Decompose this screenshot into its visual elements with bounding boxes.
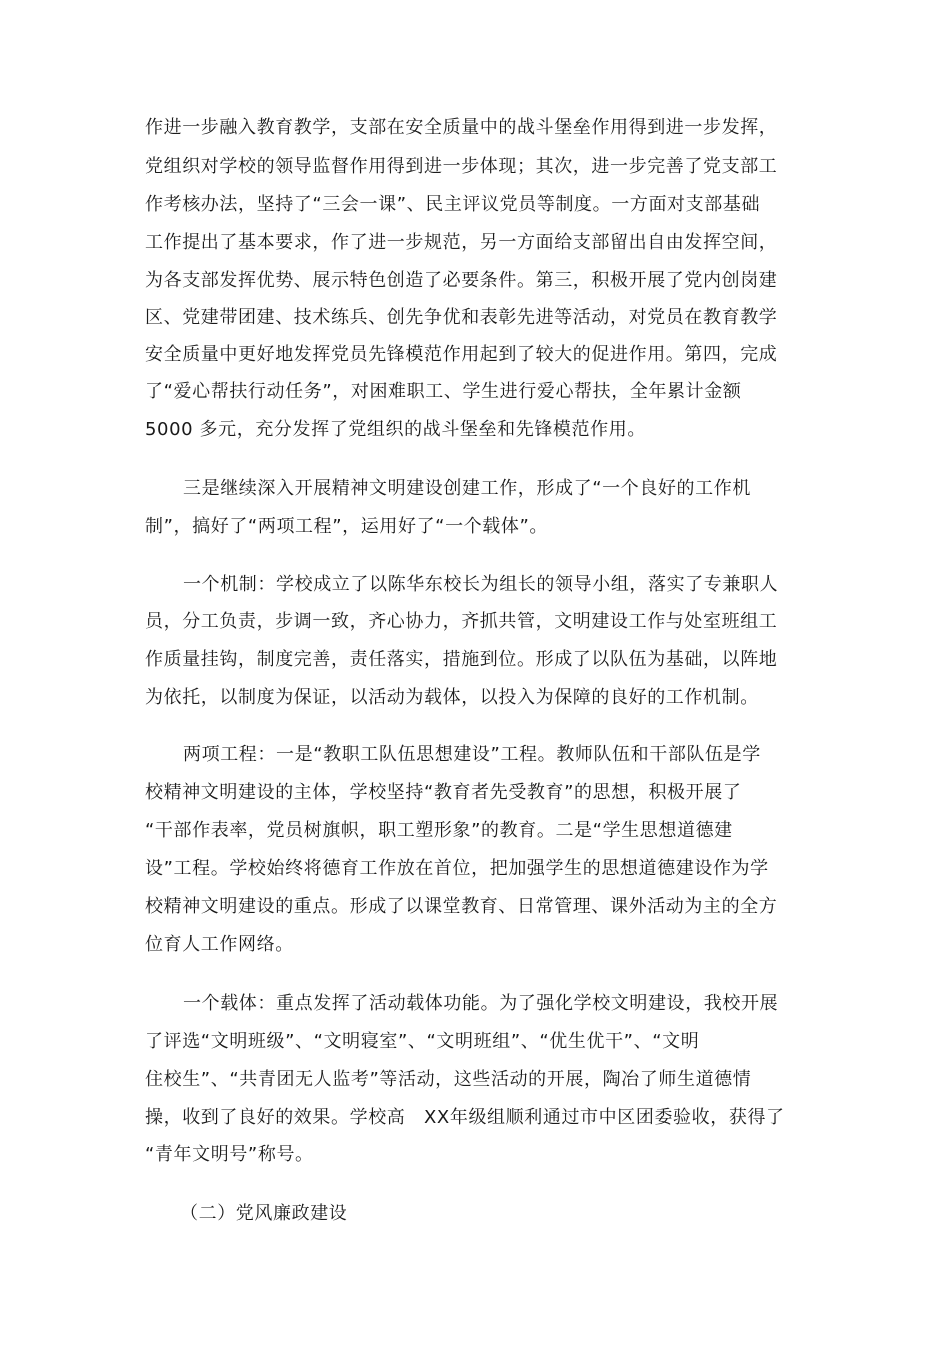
- text-line: 5000 多元，充分发挥了党组织的战斗堡垒和先锋模范作用。: [145, 419, 646, 440]
- text-line: 作进一步融入教育教学，支部在安全质量中的战斗堡垒作用得到进一步发挥，: [145, 117, 778, 138]
- text-line: 区、党建带团建、技术练兵、创先争优和表彰先进等活动，对党员在教育教学: [145, 307, 778, 328]
- paragraph-first-line: 三是继续深入开展精神文明建设创建工作，形成了“一个良好的工作机: [183, 478, 751, 499]
- paragraph-first-line: 两项工程：一是“教职工队伍思想建设”工程。教师队伍和干部队伍是学: [183, 744, 761, 765]
- text-line: 作质量挂钩，制度完善，责任落实，措施到位。形成了以队伍为基础，以阵地: [145, 649, 778, 670]
- text-line: 设”工程。学校始终将德育工作放在首位，把加强学生的思想道德建设作为学: [145, 858, 769, 879]
- text-line: 操，收到了良好的效果。学校高 XX年级组顺利通过市中区团委验收，获得了: [145, 1107, 785, 1128]
- text-line: “青年文明号”称号。: [145, 1144, 314, 1165]
- text-line: 为各支部发挥优势、展示特色创造了必要条件。第三，积极开展了党内创岗建: [145, 270, 778, 291]
- text-line: 员，分工负责，步调一致，齐心协力，齐抓共管，文明建设工作与处室班组工: [145, 611, 778, 632]
- text-line: 校精神文明建设的重点。形成了以课堂教育、日常管理、课外活动为主的全方: [145, 896, 778, 917]
- text-line: 了评选“文明班级”、“文明寝室”、“文明班组”、“优生优干”、“文明: [145, 1031, 700, 1052]
- paragraph-first-line: 一个载体：重点发挥了活动载体功能。为了强化学校文明建设，我校开展: [183, 993, 779, 1014]
- text-line: 了“爱心帮扶行动任务”，对困难职工、学生进行爱心帮扶，全年累计金额: [145, 381, 742, 402]
- text-line: 为依托，以制度为保证，以活动为载体，以投入为保障的良好的工作机制。: [145, 687, 759, 708]
- paragraph-first-line: 一个机制：学校成立了以陈华东校长为组长的领导小组，落实了专兼职人: [183, 574, 779, 595]
- text-line: 住校生”、“共青团无人监考”等活动，这些活动的开展，陶冶了师生道德情: [145, 1069, 752, 1090]
- text-line: 制”，搞好了“两项工程”，运用好了“一个载体”。: [145, 516, 549, 537]
- text-line: 工作提出了基本要求，作了进一步规范，另一方面给支部留出自由发挥空间，: [145, 232, 778, 253]
- text-line: 党组织对学校的领导监督作用得到进一步体现；其次，进一步完善了党支部工: [145, 156, 778, 177]
- text-line: 校精神文明建设的主体，学校坚持“教育者先受教育”的思想，积极开展了: [145, 782, 742, 803]
- text-line: 安全质量中更好地发挥党员先锋模范作用起到了较大的促进作用。第四，完成: [145, 344, 778, 365]
- text-line: 位育人工作网络。: [145, 934, 294, 955]
- text-line: “干部作表率，党员树旗帜，职工塑形象”的教育。二是“学生思想道德建: [145, 820, 733, 841]
- section-heading: （二）党风廉政建设: [180, 1203, 348, 1224]
- text-line: 作考核办法，坚持了“三会一课”、民主评议党员等制度。一方面对支部基础: [145, 194, 761, 215]
